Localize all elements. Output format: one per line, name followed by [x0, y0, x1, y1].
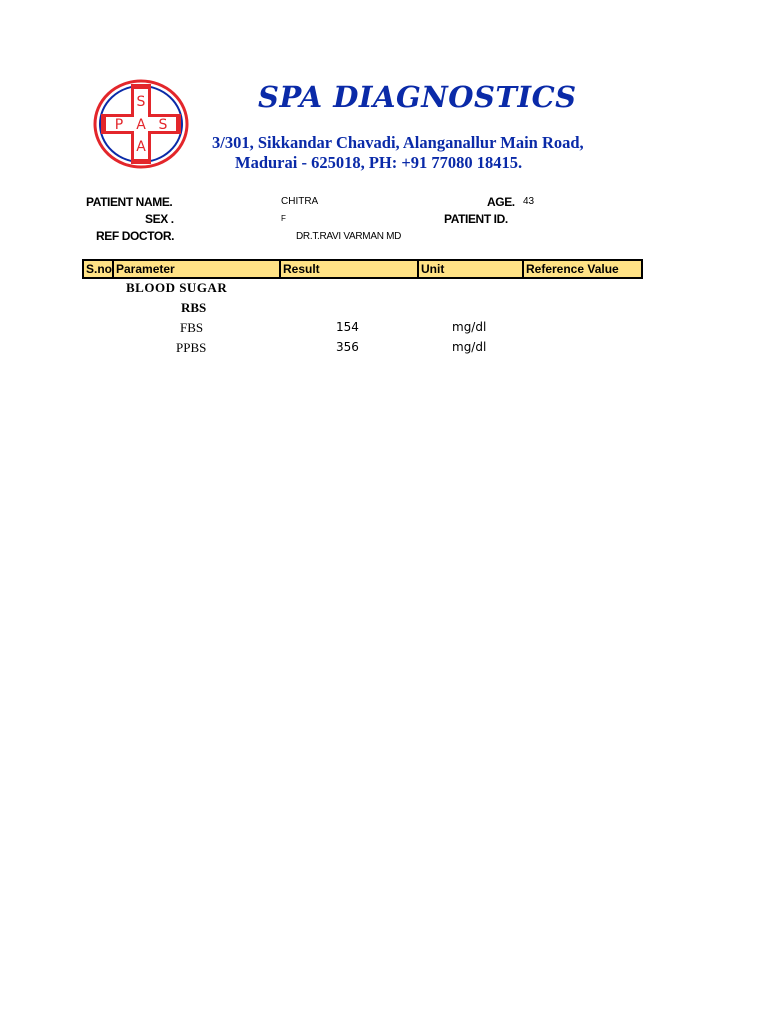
table-row-unit: mg/dl	[452, 340, 487, 354]
header-parameter: Parameter	[112, 261, 279, 277]
ref-doctor-label: REF DOCTOR.	[96, 229, 175, 243]
logo-letter-bottom: A	[136, 139, 146, 155]
patient-name-label: PATIENT NAME.	[86, 195, 173, 209]
logo-letter-center: A	[136, 117, 146, 133]
age-label: AGE.	[487, 195, 515, 209]
sex-value: F	[281, 214, 286, 223]
header-result: Result	[279, 261, 417, 277]
section-blood-sugar: BLOOD SUGAR	[126, 280, 228, 295]
header-sno: S.no	[86, 262, 112, 276]
header-reference-value: Reference Value	[522, 261, 641, 277]
logo-letter-top: S	[136, 94, 146, 110]
patient-name-value: CHITRA	[281, 196, 319, 207]
results-table-header	[82, 259, 643, 279]
table-row-parameter: PPBS	[176, 340, 207, 355]
table-row-parameter: FBS	[180, 320, 204, 335]
patient-id-label: PATIENT ID.	[444, 212, 508, 226]
lab-address-line2: Madurai - 625018, PH: +91 77080 18415.	[235, 153, 523, 172]
logo-letter-right: S	[158, 117, 168, 133]
ref-doctor-value: DR.T.RAVI VARMAN MD	[296, 231, 402, 242]
header-unit: Unit	[417, 261, 522, 277]
lab-address-line1: 3/301, Sikkandar Chavadi, Alanganallur Main Road,	[212, 133, 584, 152]
table-row-result: 356	[336, 340, 359, 354]
lab-logo	[92, 78, 190, 170]
table-row-unit: mg/dl	[452, 320, 487, 334]
age-value: 43	[523, 196, 535, 207]
lab-title: SPA DIAGNOSTICS	[258, 80, 577, 114]
subsection-rbs: RBS	[181, 300, 207, 315]
sex-label: SEX .	[145, 212, 174, 226]
table-row-result: 154	[336, 320, 359, 334]
logo-letter-left: P	[114, 117, 124, 133]
